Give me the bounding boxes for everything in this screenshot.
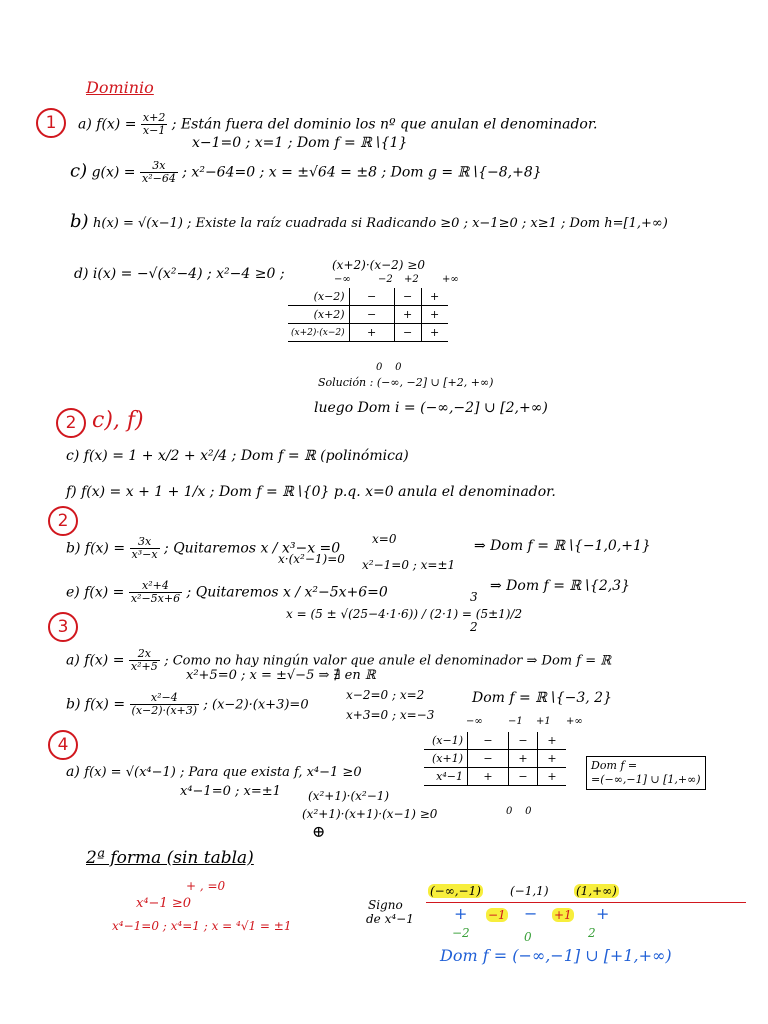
explanation: ; Como no hay ningún valor que anule el denominador ⇒ Dom f = ℝ xyxy=(164,653,612,669)
explanation: f(x) = x + 1 + 1/x ; Dom f = ℝ∖{0} p.q. x=0 anula el denominador. xyxy=(81,484,556,500)
exercise-2e xyxy=(66,580,388,605)
sign-table-col: −2 xyxy=(378,274,393,285)
sub-solution: x²−1=0 ; x=±1 xyxy=(362,558,456,572)
sign-table-col: +1 xyxy=(536,716,551,727)
item-label: b) xyxy=(66,696,81,713)
function-lhs: f(x) = xyxy=(84,540,126,557)
exercise-1b xyxy=(70,211,668,232)
table-cell: − xyxy=(509,768,538,786)
numerator: x+2 xyxy=(142,111,166,124)
item-label: a) xyxy=(66,764,80,780)
function-lhs: f(x) = xyxy=(84,696,126,713)
explanation: f(x) = 1 + x/2 + x²/4 ; Dom f = ℝ (polinómica) xyxy=(83,448,409,464)
explanation: ; x²−64=0 ; x = ±√64 = ±8 ; Dom g = ℝ∖{−8,+8} xyxy=(182,164,542,181)
explanation: ; Están fuera del dominio los nº que anulan el denominador. xyxy=(171,116,598,133)
table-cell: − xyxy=(509,732,538,750)
item-label: a) xyxy=(78,116,92,133)
exercise-2f xyxy=(66,484,556,500)
function-lhs: f(x) = xyxy=(96,116,137,133)
fraction xyxy=(140,160,178,185)
denominator: x²−64 xyxy=(141,172,176,185)
quadratic-formula: x = (5 ± √(25−4·1·6)) / (2·1) = (5±1)/2 xyxy=(286,607,523,621)
signo-label: de x⁴−1 xyxy=(366,912,414,926)
table-cell: + xyxy=(538,750,567,768)
red-note: x⁴−1=0 ; x⁴=1 ; x = ⁴√1 = ±1 xyxy=(112,919,292,933)
result-2e: ⇒ Dom f = ℝ∖{2,3} xyxy=(490,578,630,594)
sign: − xyxy=(524,904,538,923)
second-method-title: 2ª forma (sin tabla) xyxy=(86,848,254,868)
item-label: e) xyxy=(66,584,80,601)
table-cell: + xyxy=(538,732,567,750)
fraction xyxy=(129,648,160,673)
row-label: (x+2) xyxy=(288,306,349,324)
factor-line: (x²+1)·(x²−1) xyxy=(308,789,390,803)
table-cell: + xyxy=(509,750,538,768)
row-label: x⁴−1 xyxy=(424,768,468,786)
row-label: (x−2) xyxy=(288,288,349,306)
row-label: (x+1) xyxy=(424,750,468,768)
fraction xyxy=(129,580,182,605)
interval: (−1,1) xyxy=(510,884,549,898)
section-number-2b: 2 xyxy=(48,506,78,536)
sign xyxy=(486,908,508,922)
item-label: c) xyxy=(70,160,88,182)
root: 3 xyxy=(470,590,478,604)
sign-table-col: −∞ xyxy=(334,274,351,285)
sign-table-col: −∞ xyxy=(466,716,483,727)
item-label: b) xyxy=(70,211,89,232)
table-cell: + xyxy=(421,288,448,306)
numerator: 3x xyxy=(140,160,178,173)
table-zeros: 0 0 xyxy=(506,806,532,817)
item-label: a) xyxy=(66,652,80,669)
exercise-4a-line2: x⁴−1=0 ; x=±1 xyxy=(180,784,281,799)
interval-highlight: (−∞,−1) xyxy=(430,884,481,898)
result-3b: Dom f = ℝ∖{−3, 2} xyxy=(472,690,612,706)
table-row xyxy=(424,750,566,768)
sub-solution: x=0 xyxy=(372,532,397,546)
root-highlight: +1 xyxy=(554,908,572,922)
explanation: ; (x−2)·(x+3)=0 xyxy=(203,697,309,713)
factor-line: (x²+1)·(x+1)·(x−1) ≥0 xyxy=(302,807,438,821)
interval-highlight: (1,+∞) xyxy=(576,884,617,898)
section-number-3: 3 xyxy=(48,612,78,642)
red-note: + , =0 xyxy=(186,879,226,893)
test-value: 0 xyxy=(524,930,532,944)
sign-table-col: +∞ xyxy=(566,716,583,727)
sign-table-col: +2 xyxy=(404,274,419,285)
table-row xyxy=(288,306,448,324)
final-domain: Dom f = (−∞,−1] ∪ [+1,+∞) xyxy=(440,946,672,965)
interval xyxy=(428,884,483,898)
exercise-1d xyxy=(74,266,285,282)
red-note: x⁴−1 ≥0 xyxy=(136,896,192,911)
fraction xyxy=(141,112,167,137)
numerator: x²+4 xyxy=(129,580,182,593)
exercise-1a xyxy=(78,112,597,137)
exercise-3b xyxy=(66,692,309,717)
luego-text: luego Dom i = (−∞,−2] ∪ [2,+∞) xyxy=(314,400,548,416)
table-row xyxy=(288,324,448,342)
page-title: Dominio xyxy=(86,78,154,97)
root: 2 xyxy=(470,620,478,634)
sign xyxy=(552,908,574,922)
section-2-title: c), f) xyxy=(92,408,144,433)
exercise-1c xyxy=(70,160,542,185)
item-label: c) xyxy=(66,448,80,464)
denominator: x−1 xyxy=(142,124,166,137)
explanation: ; Quitaremos x / x³−x =0 xyxy=(164,540,341,557)
table-cell: − xyxy=(394,288,421,306)
table-zeros: 0 0 xyxy=(376,362,402,373)
domain-box-line2: =(−∞,−1] ∪ [1,+∞) xyxy=(591,773,701,786)
table-cell: + xyxy=(538,768,567,786)
numerator: 3x xyxy=(130,536,160,549)
circled-plus: ⊕ xyxy=(312,822,326,841)
domain-box xyxy=(586,756,706,790)
section-number-4: 4 xyxy=(48,730,78,760)
table-cell: + xyxy=(421,324,448,342)
table-cell: + xyxy=(349,324,394,342)
result-2b: ⇒ Dom f = ℝ∖{−1,0,+1} xyxy=(474,538,651,554)
function-lhs: f(x) = xyxy=(84,652,125,669)
denominator: x²−5x+6 xyxy=(130,592,181,605)
section-number-1: 1 xyxy=(36,108,66,138)
table-cell: − xyxy=(394,324,421,342)
table-cell: − xyxy=(349,288,394,306)
table-cell: − xyxy=(468,750,509,768)
function-lhs: g(x) = xyxy=(91,164,136,181)
explanation: ; Quitaremos x / x²−5x+6=0 xyxy=(186,584,388,601)
solution-text: Solución : (−∞, −2] ∪ [+2, +∞) xyxy=(318,376,494,389)
exercise-1a-line2: x−1=0 ; x=1 ; Dom f = ℝ∖{1} xyxy=(192,135,408,151)
numerator: x²−4 xyxy=(130,692,200,705)
sub-solution: x·(x²−1)=0 xyxy=(278,552,345,566)
explanation: i(x) = −√(x²−4) ; x²−4 ≥0 ; xyxy=(92,266,285,282)
item-label: f) xyxy=(66,484,77,500)
row-label: (x+2)·(x−2) xyxy=(288,324,349,342)
exercise-4a xyxy=(66,764,362,781)
table-cell: + xyxy=(468,768,509,786)
sign-table-4 xyxy=(424,732,566,786)
table-row xyxy=(424,768,566,786)
table-row xyxy=(288,288,448,306)
exercise-3a-line2: x²+5=0 ; x = ±√−5 ⇒ ∄ en ℝ xyxy=(186,668,376,683)
exercise-2c xyxy=(66,448,409,464)
domain-box-line1: Dom f = xyxy=(591,759,638,772)
table-cell: + xyxy=(394,306,421,324)
sign: + xyxy=(454,904,468,923)
test-value: 2 xyxy=(588,926,596,940)
sub-solution: x+3=0 ; x=−3 xyxy=(346,708,435,722)
table-cell: − xyxy=(468,732,509,750)
sign-line xyxy=(426,902,746,903)
item-label: d) xyxy=(74,266,89,282)
root-highlight: −1 xyxy=(488,908,506,922)
table-row xyxy=(424,732,566,750)
sign: + xyxy=(596,904,610,923)
sub-solution: x−2=0 ; x=2 xyxy=(346,688,425,702)
explanation: f(x) = √(x⁴−1) ; Para que exista f, x⁴−1 ≥0 xyxy=(84,765,362,780)
sign-table-col: +∞ xyxy=(442,274,459,285)
sign-table xyxy=(288,288,448,342)
fraction xyxy=(130,692,200,717)
test-value: −2 xyxy=(452,926,470,940)
signo-label: Signo xyxy=(368,898,403,912)
function-lhs: f(x) = xyxy=(84,584,125,601)
table-cell: − xyxy=(349,306,394,324)
denominator: (x−2)·(x+3) xyxy=(131,704,198,717)
table-cell: + xyxy=(421,306,448,324)
numerator: 2x xyxy=(129,648,160,661)
sign-table-col: −1 xyxy=(508,716,523,727)
sign-table-title: (x+2)·(x−2) ≥0 xyxy=(332,258,425,272)
fraction xyxy=(130,536,160,561)
interval xyxy=(574,884,619,898)
denominator: x²+5 xyxy=(130,660,158,673)
row-label: (x−1) xyxy=(424,732,468,750)
item-label: b) xyxy=(66,540,81,557)
section-number-2: 2 xyxy=(56,408,86,438)
denominator: x³−x xyxy=(131,548,158,561)
explanation: h(x) = √(x−1) ; Existe la raíz cuadrada si Radicando ≥0 ; x−1≥0 ; x≥1 ; Dom h=[1,+∞) xyxy=(93,216,668,231)
